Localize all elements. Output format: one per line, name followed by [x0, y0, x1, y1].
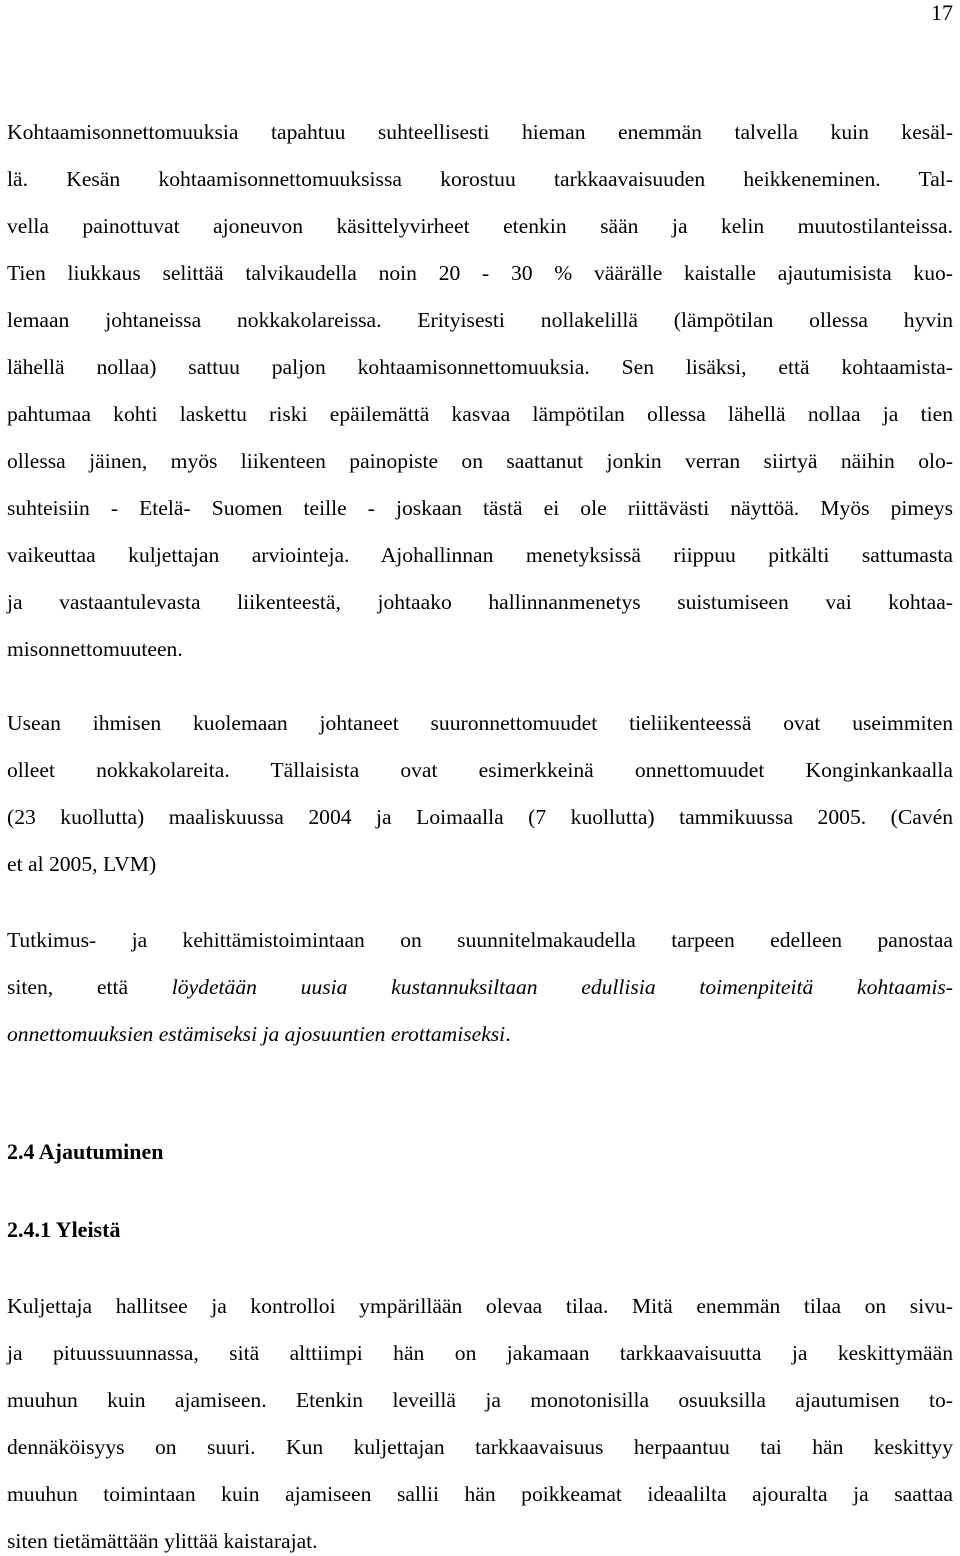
- text-line: ja pituussuunnassa, sitä alttiimpi hän on jakamaan tarkkaavaisuutta ja keskittymään: [7, 1341, 953, 1365]
- text-line: Tien liukkaus selittää talvikaudella noin 20 - 30 % väärälle kaistalle ajautumisista kuo-: [7, 261, 953, 285]
- text-line: lä. Kesän kohtaamisonnettomuuksissa korostuu tarkkaavaisuuden heikkeneminen. Tal-: [7, 167, 953, 191]
- text-line: muuhun toimintaan kuin ajamiseen sallii hän poikkeamat ideaalilta ajouralta ja saattaa: [7, 1482, 953, 1506]
- text-line: et al 2005, LVM): [7, 852, 157, 876]
- text-line: (23 kuollutta) maaliskuussa 2004 ja Loimaalla (7 kuollutta) tammikuussa 2005. (Cavén: [7, 805, 953, 829]
- text-line: lähellä nollaa) sattuu paljon kohtaamisonnettomuuksia. Sen lisäksi, että kohtaamista-: [7, 355, 953, 379]
- text-line: [7, 972, 953, 1002]
- text-line: misonnettomuuteen.: [7, 637, 183, 661]
- text-line: ollessa jäinen, myös liikenteen painopiste on saattanut jonkin verran siirtyä näihin olo-: [7, 449, 953, 473]
- text-line: Kohtaamisonnettomuuksia tapahtuu suhteellisesti hieman enemmän talvella kuin kesäl-: [7, 120, 953, 144]
- text-line: ja vastaantulevasta liikenteestä, johtaako hallinnanmenetys suistumiseen vai kohtaa-: [7, 590, 953, 614]
- italic-text-run: löydetään uusia kustannuksiltaan edullisia toimenpiteitä kohtaamis-: [171, 975, 953, 999]
- text-line: lemaan johtaneissa nokkakolareissa. Erityisesti nollakelillä (lämpötilan ollessa hyvin: [7, 308, 953, 332]
- text-line: [7, 1019, 953, 1049]
- text-line: Kuljettaja hallitsee ja kontrolloi ympärillään olevaa tilaa. Mitä enemmän tilaa on sivu-: [7, 1294, 953, 1318]
- text-line: dennäköisyys on suuri. Kun kuljettajan tarkkaavaisuus herpaantuu tai hän keskittyy: [7, 1435, 953, 1459]
- text-line: muuhun kuin ajamiseen. Etenkin leveillä ja monotonisilla osuuksilla ajautumisen to-: [7, 1388, 953, 1412]
- page-number: 17: [931, 0, 953, 25]
- italic-text-run: onnettomuuksien estämiseksi ja ajosuuntien erottamiseksi: [7, 1022, 506, 1046]
- text-line: olleet nokkakolareita. Tällaisista ovat esimerkkeinä onnettomuudet Konginkankaalla: [7, 758, 953, 782]
- text-line: pahtumaa kohti laskettu riski epäilemättä kasvaa lämpötilan ollessa lähellä nollaa ja tien: [7, 402, 953, 426]
- text-run: .: [505, 1022, 511, 1046]
- text-run: siten, että: [7, 975, 172, 999]
- section-heading: 2.4 Ajautuminen: [7, 1139, 164, 1164]
- text-line: siten tietämättään ylittää kaistarajat.: [7, 1529, 318, 1553]
- text-line: vaikeuttaa kuljettajan arviointeja. Ajohallinnan menetyksissä riippuu pitkälti sattumasta: [7, 543, 953, 567]
- subsection-heading: 2.4.1 Yleistä: [7, 1217, 121, 1242]
- text-line: Usean ihmisen kuolemaan johtaneet suuronnettomuudet tieliikenteessä ovat useimmiten: [7, 711, 953, 735]
- text-line: vella painottuvat ajoneuvon käsittelyvirheet etenkin sään ja kelin muutostilanteissa.: [7, 214, 953, 238]
- text-line: suhteisiin - Etelä- Suomen teille - joskaan tästä ei ole riittävästi näyttöä. Myös pimeys: [7, 496, 953, 520]
- text-line: Tutkimus- ja kehittämistoimintaan on suunnitelmakaudella tarpeen edelleen panostaa: [7, 928, 953, 952]
